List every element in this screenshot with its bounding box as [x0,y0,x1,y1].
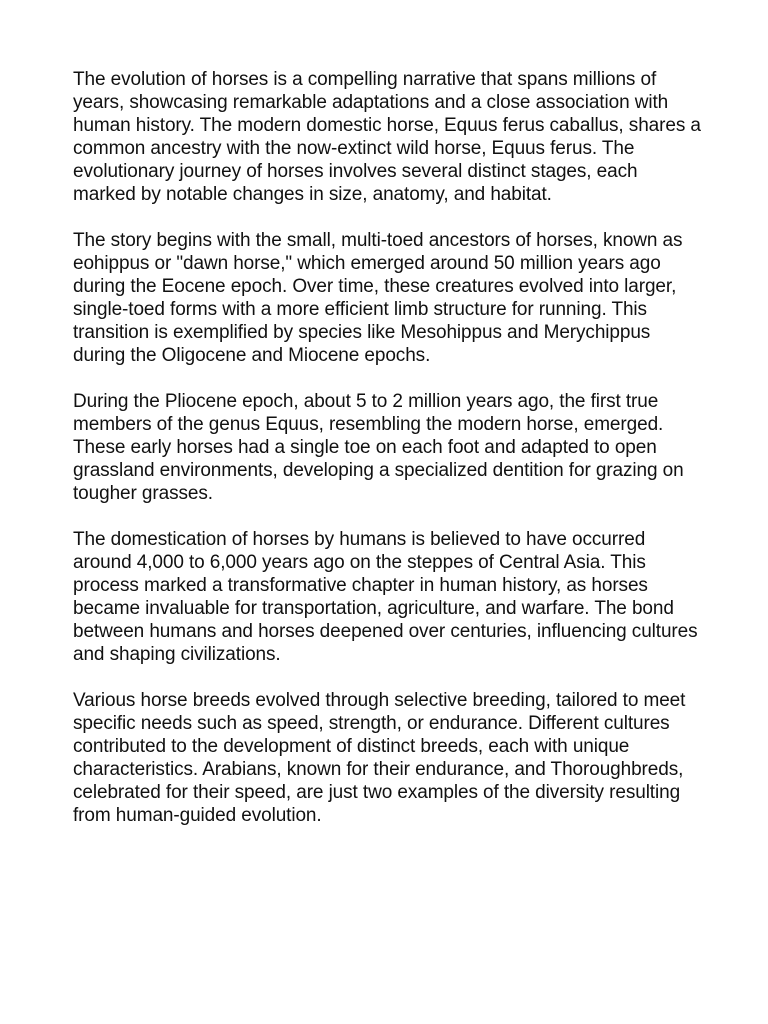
document-page [73,68,703,850]
paragraph-pliocene: During the Pliocene epoch, about 5 to 2 million years ago, the first true members of the genus Equus, resembling the modern horse, emerged. These early horses had a single toe on each foot and adapted to open grassland environments, developing a specialized dentition for grazing on tougher grasses. [73,391,684,504]
paragraph-ancestors: The story begins with the small, multi-toed ancestors of horses, known as eohippus or "dawn horse," which emerged around 50 million years ago during the Eocene epoch. Over time, these creatures evolved into larger, single-toed forms with a more efficient limb structure for running. This transition is exemplified by species like Mesohippus and Merychippus during the Oligocene and Miocene epochs. [73,230,683,366]
paragraph-domestication: The domestication of horses by humans is believed to have occurred around 4,000 to 6,000 years ago on the steppes of Central Asia. This process marked a transformative chapter in human history, as horses became invaluable for transportation, agriculture, and warfare. The bond between humans and horses deepened over centuries, influencing cultures and shaping civilizations. [73,529,698,665]
paragraph-breeds: Various horse breeds evolved through selective breeding, tailored to meet specific needs such as speed, strength, or endurance. Different cultures contributed to the development of distinct breeds, each with unique characteristics. Arabians, known for their endurance, and Thoroughbreds, celebrated for their speed, are just two examples of the diversity resulting from human-guided evolution. [73,690,686,826]
paragraph-intro: The evolution of horses is a compelling narrative that spans millions of years, showcasing remarkable adaptations and a close association with human history. The modern domestic horse, Equus ferus caballus, shares a common ancestry with the now-extinct wild horse, Equus ferus. The evolutionary journey of horses involves several distinct stages, each marked by notable changes in size, anatomy, and habitat. [73,69,701,205]
